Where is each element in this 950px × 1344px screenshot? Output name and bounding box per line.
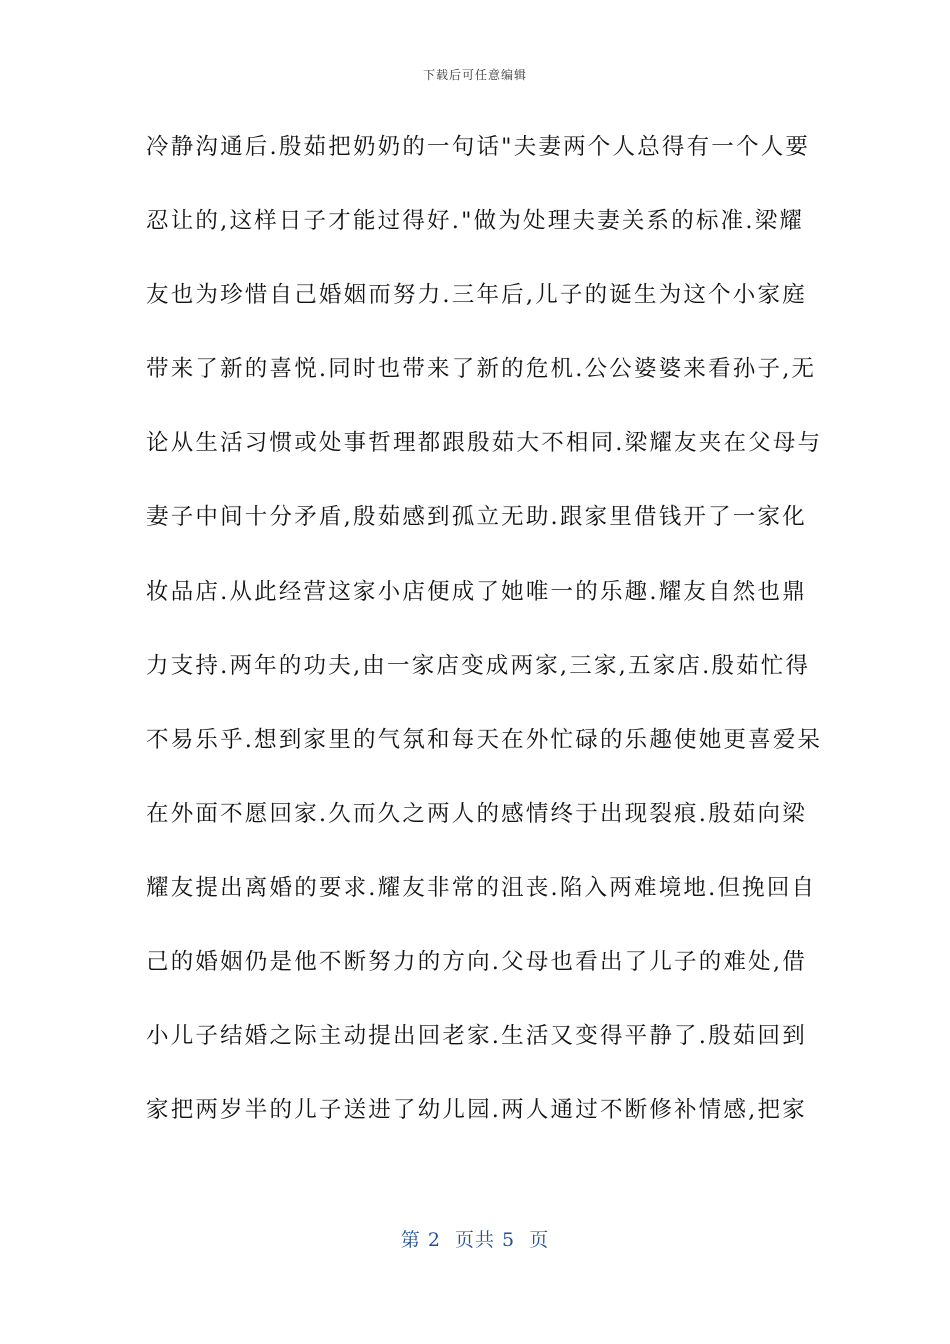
- body-line: 在外面不愿回家.久而久之两人的感情终于出现裂痕.殷茹向梁: [146, 800, 807, 827]
- page-number-footer: 第 2 页共 5 页: [400, 1229, 550, 1251]
- body-line: 冷静沟通后.殷茹把奶奶的一句话"夫妻两个人总得有一个人要: [146, 134, 811, 160]
- body-line: 带来了新的喜悦.同时也带来了新的危机.公公婆婆来看孙子,无: [146, 356, 817, 383]
- body-line: 己的婚姻仍是他不断努力的方向.父母也看出了儿子的难处,借: [146, 949, 807, 976]
- body-line: 不易乐乎.想到家里的气氛和每天在外忙碌的乐趣使她更喜爱呆: [146, 726, 823, 753]
- body-line: 耀友提出离婚的要求.耀友非常的沮丧.陷入两难境地.但挽回自: [146, 874, 817, 901]
- body-line: 妻子中间十分矛盾,殷茹感到孤立无助.跟家里借钱开了一家化: [146, 504, 807, 531]
- document-body: [146, 127, 823, 1164]
- page-header: 下载后可任意编辑: [422, 68, 527, 82]
- body-line: 妆品店.从此经营这家小店便成了她唯一的乐趣.耀友自然也鼎: [146, 578, 807, 605]
- body-line: 友也为珍惜自己婚姻而努力.三年后,儿子的诞生为这个小家庭: [146, 282, 807, 309]
- body-line: 力支持.两年的功夫,由一家店变成两家,三家,五家店.殷茹忙得: [146, 652, 811, 679]
- body-line: 忍让的,这样日子才能过得好."做为处理夫妻关系的标准.梁耀: [146, 208, 805, 235]
- body-line: 论从生活习惯或处事哲理都跟殷茹大不相同.梁耀友夹在父母与: [146, 430, 823, 457]
- body-line: 小儿子结婚之际主动提出回老家.生活又变得平静了.殷茹回到: [146, 1023, 807, 1050]
- body-line: 家把两岁半的儿子送进了幼儿园.两人通过不断修补情感,把家: [146, 1097, 807, 1124]
